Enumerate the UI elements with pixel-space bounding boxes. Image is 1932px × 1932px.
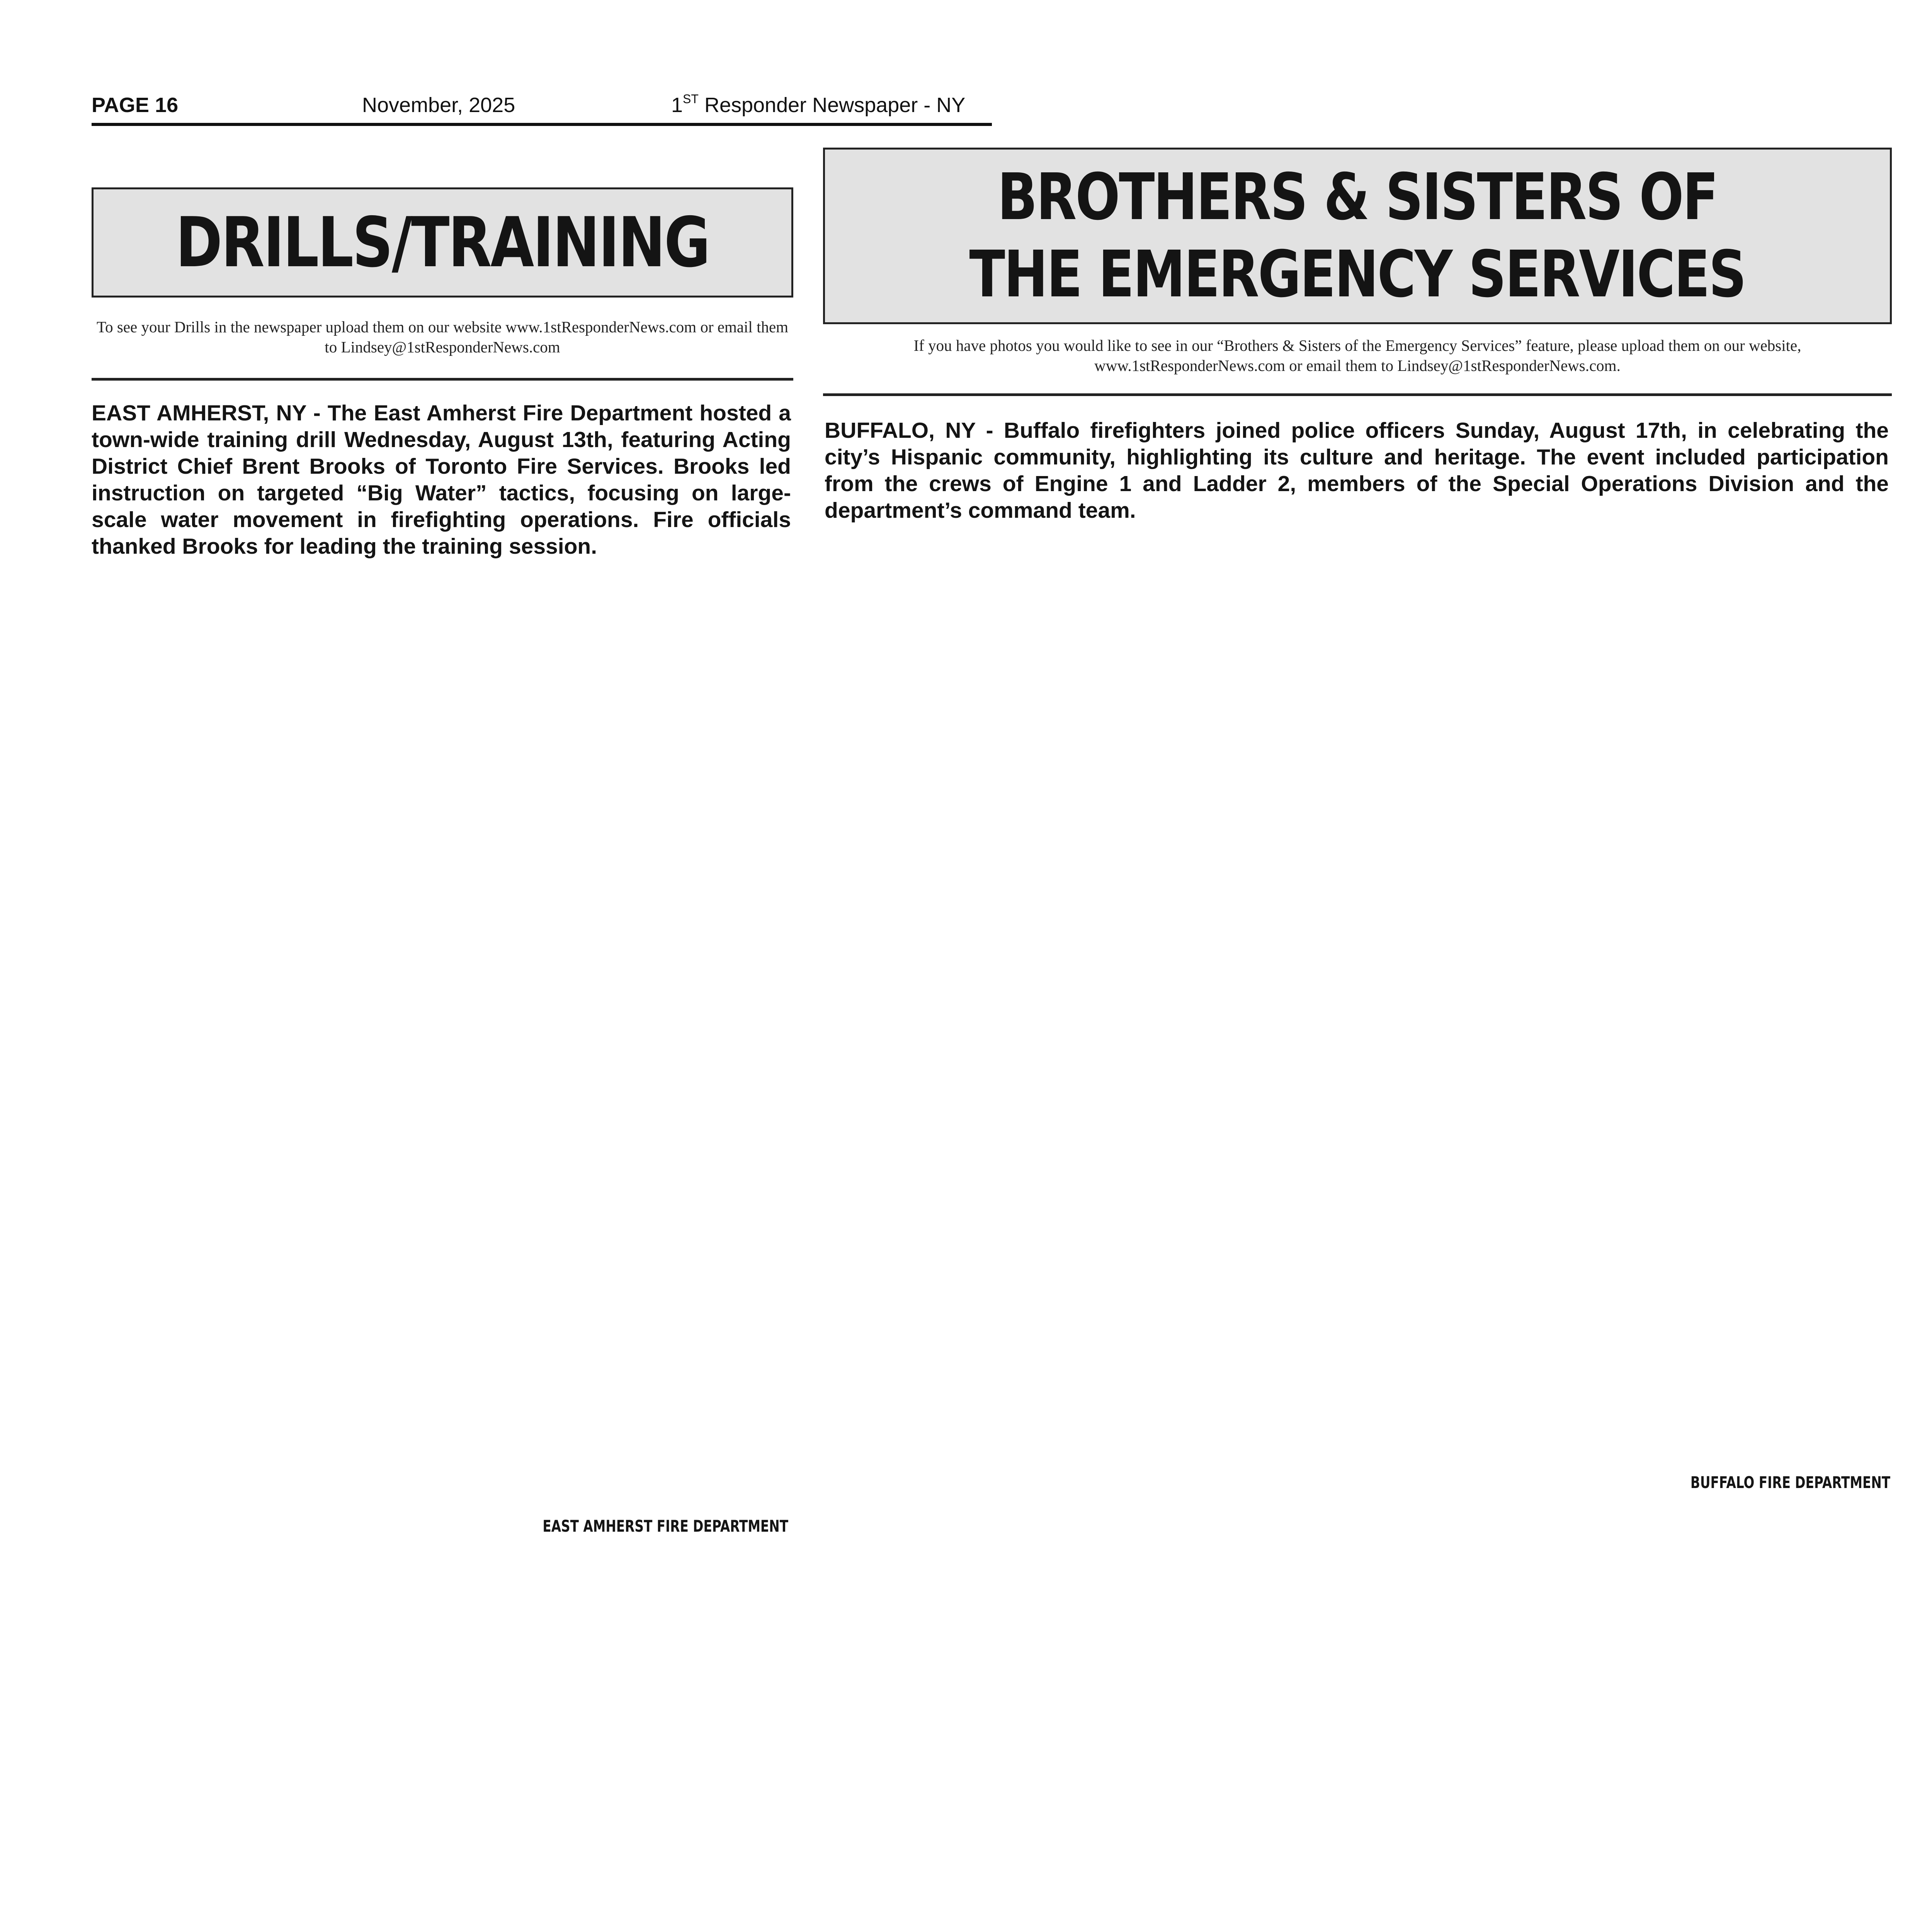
brothers-sisters-banner [823,148,1892,324]
issue-date: November, 2025 [362,94,515,117]
drills-training-title: DRILLS/TRAINING [175,202,709,282]
newspaper-name [671,93,965,117]
photo-credit-east-amherst-1: EAST AMHERST FIRE DEPARTMENT [543,1517,788,1536]
brothers-sisters-title [969,159,1745,313]
photo-credit-buffalo-1: BUFFALO FIRE DEPARTMENT [1690,1473,1890,1492]
drills-article-text: EAST AMHERST, NY - The East Amherst Fire Department hosted a town-wide training drill Wednesday, August 13th, featuring Acting District Chief Brent Brooks of Toronto Fire Services. Brooks led instruction on targeted “Big Water” tactics, focusing on large-scale water movement in firefighting operations. Fire officials thanked Brooks for leading the training session. [92,401,791,559]
drills-training-banner [92,187,793,298]
newspaper-name-superscript: ST [683,92,699,106]
brothers-sisters-submission-note: If you have photos you would like to see in our “Brothers & Sisters of the Emergency Services” feature, please upload them on our website, www.1stResponderNews.com or email them to Lindsey@1stResponderNews.com. [913,337,1801,374]
brothers-sisters-title-line-1: BROTHERS & SISTERS OF [997,160,1718,235]
page-number: PAGE 16 [92,94,179,117]
header-rule [92,123,992,126]
newspaper-name-prefix: 1 [671,94,683,117]
newspaper-name-rest: Responder Newspaper - NY [698,94,966,117]
brothers-sisters-article-text: BUFFALO, NY - Buffalo firefighters joined police officers Sunday, August 17th, in celebrating the city’s Hispanic community, highlighting its culture and heritage. The event included participation from the crews of Engine 1 and Ladder 2, members of the Special Operations Division and the department’s command team. [825,418,1889,523]
drills-submission-note: To see your Drills in the newspaper upload them on our website www.1stResponderNews.com or email them to Lindsey@1stResponderNews.com [96,318,789,356]
brothers-sisters-divider [823,393,1892,396]
drills-divider [92,378,793,381]
brothers-sisters-title-line-2: THE EMERGENCY SERVICES [969,237,1746,312]
